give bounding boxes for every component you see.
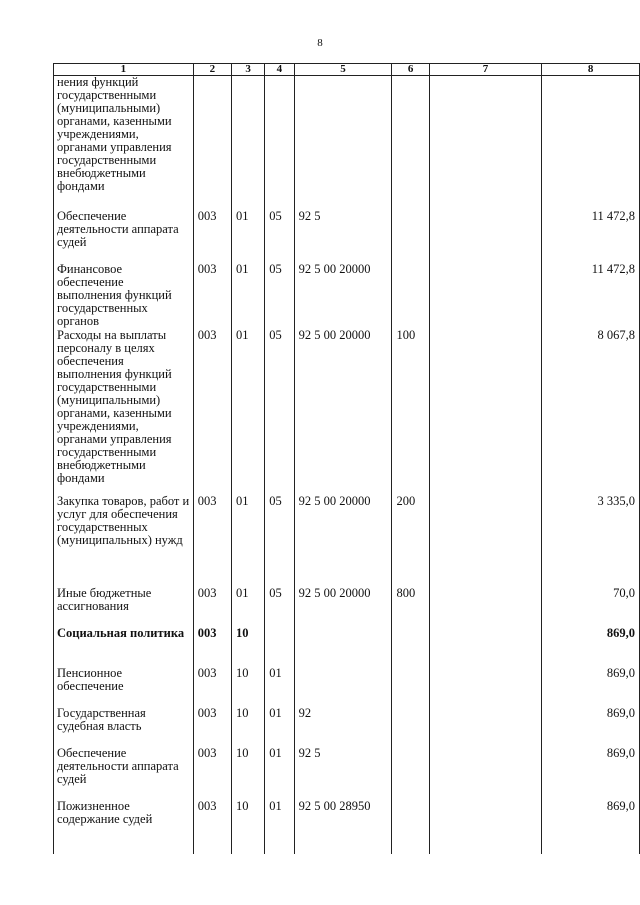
expense-type-code <box>392 263 429 329</box>
row-name: нения функций государственными (муниципальными) органами, казенными учреждениями, органами управления государственными внебюджетными фондами <box>54 76 194 210</box>
expense-type-code <box>392 800 429 854</box>
amount: 869,0 <box>542 707 640 747</box>
amount: 3 335,0 <box>542 495 640 587</box>
row-name: Финансовое обеспечение выполнения функций государственных органов <box>54 263 194 329</box>
table-row <box>54 263 640 329</box>
table-row <box>54 800 640 854</box>
admin-code: 003 <box>193 800 231 854</box>
amount <box>542 76 640 210</box>
section-code: 10 <box>232 747 265 800</box>
admin-code: 003 <box>193 707 231 747</box>
column-7-cell <box>429 76 542 210</box>
section-code: 10 <box>232 707 265 747</box>
section-code: 01 <box>232 587 265 627</box>
column-header: 7 <box>429 64 542 76</box>
row-name: Социальная политика <box>54 627 194 667</box>
section-code: 01 <box>232 210 265 263</box>
subsection-code: 01 <box>265 707 294 747</box>
row-name: Обеспечение деятельности аппарата судей <box>54 747 194 800</box>
expense-type-code: 100 <box>392 329 429 495</box>
section-code: 10 <box>232 627 265 667</box>
subsection-code: 05 <box>265 210 294 263</box>
expense-type-code: 800 <box>392 587 429 627</box>
column-number-header <box>54 64 640 76</box>
row-name: Государственная судебная власть <box>54 707 194 747</box>
admin-code: 003 <box>193 667 231 707</box>
column-7-cell <box>429 707 542 747</box>
subsection-code: 05 <box>265 329 294 495</box>
amount: 70,0 <box>542 587 640 627</box>
amount: 8 067,8 <box>542 329 640 495</box>
column-7-cell <box>429 667 542 707</box>
expense-type-code <box>392 210 429 263</box>
row-name: Пенсионное обеспечение <box>54 667 194 707</box>
column-header: 5 <box>294 64 392 76</box>
expense-type-code: 200 <box>392 495 429 587</box>
column-7-cell <box>429 587 542 627</box>
table-row <box>54 495 640 587</box>
subsection-code: 05 <box>265 263 294 329</box>
subsection-code: 01 <box>265 747 294 800</box>
target-code: 92 5 00 20000 <box>294 587 392 627</box>
section-code: 10 <box>232 667 265 707</box>
admin-code: 003 <box>193 210 231 263</box>
amount: 869,0 <box>542 627 640 667</box>
admin-code: 003 <box>193 587 231 627</box>
table-row <box>54 210 640 263</box>
subsection-code: 05 <box>265 495 294 587</box>
column-7-cell <box>429 210 542 263</box>
budget-table <box>53 63 640 854</box>
target-code <box>294 627 392 667</box>
table-row <box>54 587 640 627</box>
page-number: 8 <box>317 37 323 49</box>
column-header: 1 <box>54 64 194 76</box>
column-7-cell <box>429 627 542 667</box>
amount: 11 472,8 <box>542 263 640 329</box>
expense-type-code <box>392 667 429 707</box>
target-code: 92 <box>294 707 392 747</box>
row-name: Расходы на выплаты персоналу в целях обеспечения выполнения функций государственными (муниципальными) органами, казенными учреждениями, органами управления государственными внебюджетными фондами <box>54 329 194 495</box>
section-code: 01 <box>232 329 265 495</box>
section-code: 10 <box>232 800 265 854</box>
amount: 869,0 <box>542 667 640 707</box>
admin-code: 003 <box>193 263 231 329</box>
table-row <box>54 76 640 210</box>
admin-code: 003 <box>193 627 231 667</box>
expense-type-code <box>392 76 429 210</box>
expense-type-code <box>392 627 429 667</box>
expense-type-code <box>392 747 429 800</box>
column-header: 6 <box>392 64 429 76</box>
admin-code: 003 <box>193 329 231 495</box>
admin-code: 003 <box>193 747 231 800</box>
column-header: 2 <box>193 64 231 76</box>
table-row <box>54 329 640 495</box>
column-header: 8 <box>542 64 640 76</box>
row-name: Иные бюджетные ассигнования <box>54 587 194 627</box>
target-code: 92 5 00 20000 <box>294 263 392 329</box>
subsection-code: 01 <box>265 667 294 707</box>
amount: 869,0 <box>542 747 640 800</box>
column-7-cell <box>429 495 542 587</box>
table-row <box>54 667 640 707</box>
table-row <box>54 707 640 747</box>
target-code <box>294 76 392 210</box>
admin-code: 003 <box>193 495 231 587</box>
section-code: 01 <box>232 495 265 587</box>
row-name: Закупка товаров, работ и услуг для обеспечения государственных (муниципальных) нужд <box>54 495 194 587</box>
column-7-cell <box>429 800 542 854</box>
row-name: Пожизненное содержание судей <box>54 800 194 854</box>
table-row <box>54 747 640 800</box>
row-name: Обеспечение деятельности аппарата судей <box>54 210 194 263</box>
target-code: 92 5 00 20000 <box>294 329 392 495</box>
subsection-code <box>265 76 294 210</box>
column-7-cell <box>429 329 542 495</box>
target-code: 92 5 <box>294 210 392 263</box>
target-code: 92 5 <box>294 747 392 800</box>
column-7-cell <box>429 747 542 800</box>
target-code: 92 5 00 28950 <box>294 800 392 854</box>
target-code <box>294 667 392 707</box>
column-header: 4 <box>265 64 294 76</box>
section-code <box>232 76 265 210</box>
subsection-code: 05 <box>265 587 294 627</box>
subsection-code <box>265 627 294 667</box>
amount: 11 472,8 <box>542 210 640 263</box>
table-row <box>54 627 640 667</box>
section-code: 01 <box>232 263 265 329</box>
admin-code <box>193 76 231 210</box>
amount: 869,0 <box>542 800 640 854</box>
column-header: 3 <box>232 64 265 76</box>
subsection-code: 01 <box>265 800 294 854</box>
target-code: 92 5 00 20000 <box>294 495 392 587</box>
expense-type-code <box>392 707 429 747</box>
column-7-cell <box>429 263 542 329</box>
